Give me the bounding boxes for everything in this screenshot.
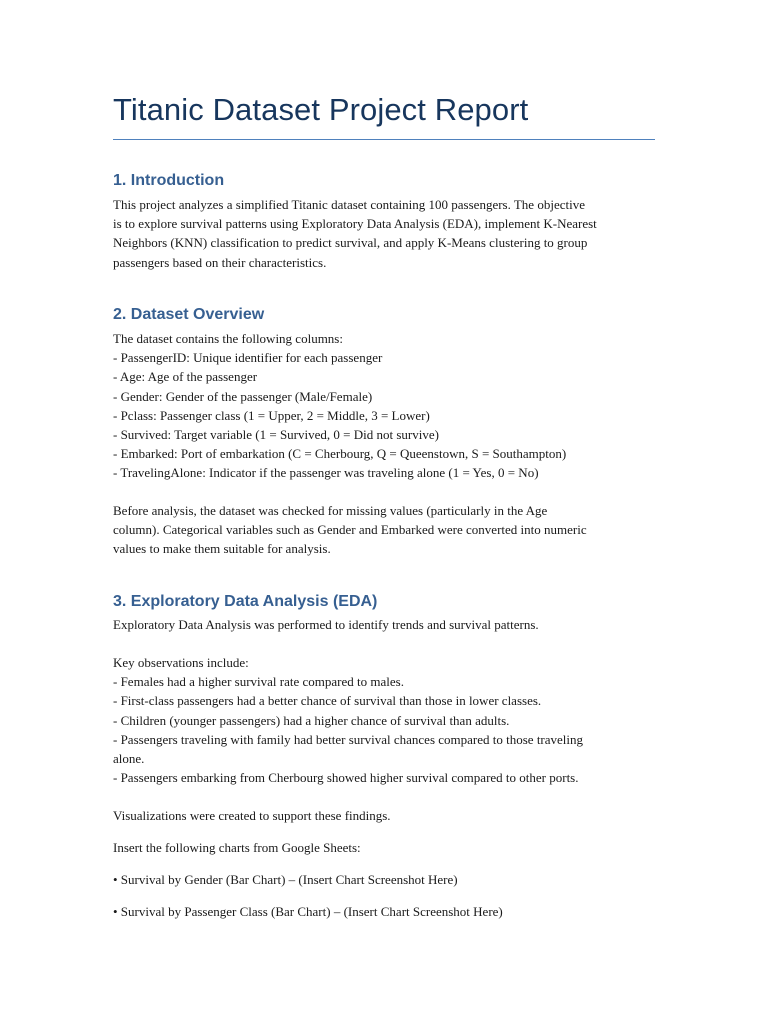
chart-item: • Survival by Gender (Bar Chart) – (Insert Chart Screenshot Here) [113, 872, 458, 887]
column-item: - PassengerID: Unique identifier for each passenger [113, 350, 383, 366]
chart-item-class [113, 902, 658, 921]
observation-item: - Females had a higher survival rate compared to males. [113, 674, 404, 690]
insert-note-line: Insert the following charts from Google Sheets: [113, 840, 361, 855]
column-item: - Gender: Gender of the passenger (Male/Female) [113, 388, 373, 404]
document-title: Titanic Dataset Project Report [113, 92, 529, 127]
intro-line: Neighbors (KNN) classification to predict survival, and apply K-Means clustering to group [113, 235, 588, 251]
intro-paragraph [113, 195, 658, 272]
overview-columns-list [113, 329, 658, 483]
column-item: - TravelingAlone: Indicator if the passenger was traveling alone (1 = Yes, 0 = No) [113, 465, 539, 481]
observation-item: alone. [113, 750, 145, 766]
eda-intro [113, 615, 658, 634]
overview-intro: The dataset contains the following columns: [113, 331, 343, 346]
overview-note-line: Before analysis, the dataset was checked for missing values (particularly in the Age [113, 503, 548, 518]
overview-heading: 2. Dataset Overview [113, 306, 265, 323]
eda-heading: 3. Exploratory Data Analysis (EDA) [113, 593, 378, 610]
observation-item: - Passengers traveling with family had better survival chances compared to those traveling [113, 731, 584, 747]
key-observations-label: Key observations include: [113, 655, 249, 670]
insert-note [113, 838, 658, 857]
overview-note [113, 501, 658, 559]
column-item: - Embarked: Port of embarkation (C = Cherbourg, Q = Queenstown, S = Southampton) [113, 446, 567, 462]
observation-item: - Passengers embarking from Cherbourg showed higher survival compared to other ports. [113, 770, 579, 786]
intro-line: is to explore survival patterns using Exploratory Data Analysis (EDA), implement K-Nearest [113, 216, 597, 232]
overview-note-line: column). Categorical variables such as Gender and Embarked were converted into numeric [113, 522, 587, 538]
chart-item: • Survival by Passenger Class (Bar Chart) – (Insert Chart Screenshot Here) [113, 904, 503, 919]
column-item: - Survived: Target variable (1 = Survived, 0 = Did not survive) [113, 426, 439, 442]
viz-note-line: Visualizations were created to support these findings. [113, 808, 391, 823]
title-divider [113, 139, 655, 140]
observation-item: - First-class passengers had a better chance of survival than those in lower classes. [113, 693, 542, 709]
viz-note [113, 806, 658, 825]
column-item: - Pclass: Passenger class (1 = Upper, 2 = Middle, 3 = Lower) [113, 407, 430, 423]
eda-observations [113, 653, 658, 787]
intro-line: This project analyzes a simplified Titanic dataset containing 100 passengers. The objective [113, 197, 585, 212]
overview-note-line: values to make them suitable for analysis. [113, 541, 331, 557]
chart-item-gender [113, 870, 658, 889]
intro-heading: 1. Introduction [113, 172, 225, 189]
column-item: - Age: Age of the passenger [113, 369, 258, 385]
observation-item: - Children (younger passengers) had a higher chance of survival than adults. [113, 712, 510, 728]
eda-intro-line: Exploratory Data Analysis was performed to identify trends and survival patterns. [113, 617, 539, 632]
intro-line: passengers based on their characteristics. [113, 254, 327, 270]
